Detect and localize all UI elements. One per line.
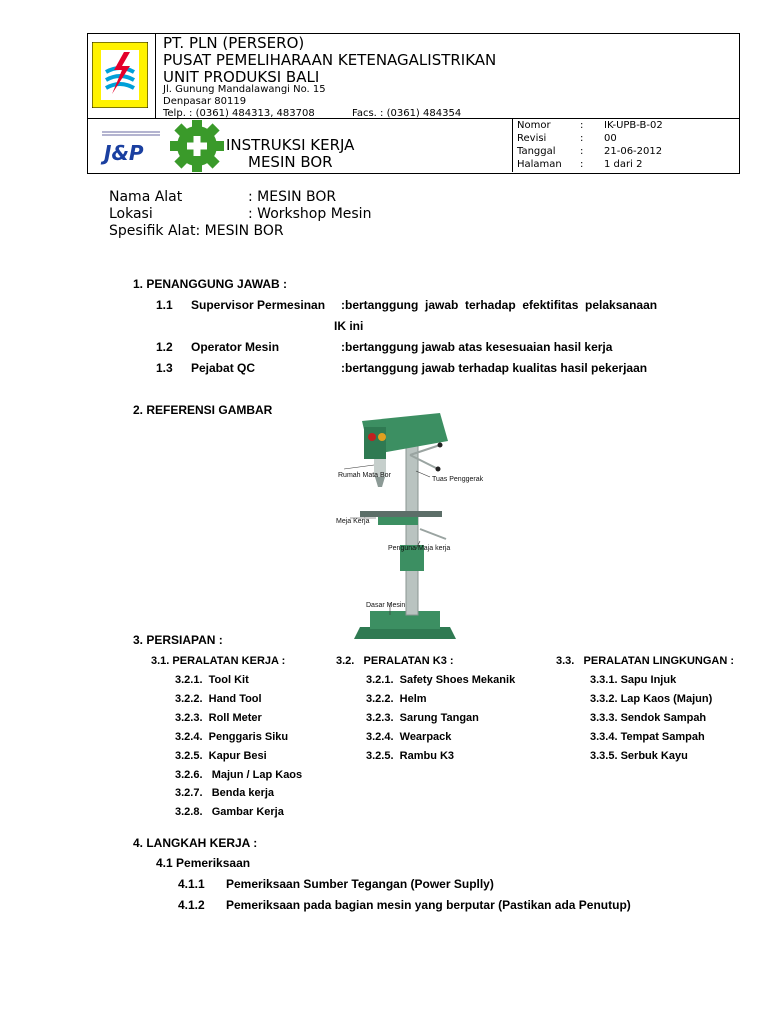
logo-divider <box>155 33 156 118</box>
s1-row-role: Pejabat QC <box>191 361 256 375</box>
s1-row-desc-cont: IK ini <box>334 319 364 333</box>
spesifik-alat: Spesifik Alat: MESIN BOR <box>109 223 284 239</box>
list-item: 3.2.5. Rambu K3 <box>366 750 455 762</box>
s1-row-desc: :bertanggung jawab atas kesesuaian hasil kerja <box>341 340 613 354</box>
list-item: 3.3.2. Lap Kaos (Majun) <box>590 693 713 705</box>
list-item: 3.2.1. Tool Kit <box>175 674 249 686</box>
nama-alat-label: Nama Alat <box>109 189 183 205</box>
s1-row-num: 1.2 <box>156 340 173 354</box>
caption-tuas-penggerak: Tuas Penggerak <box>432 476 484 483</box>
list-item: 3.2.3. Sarung Tangan <box>366 712 479 724</box>
s1-row-desc: :bertanggung jawab terhadap efektifitas pelaksanaan <box>341 298 658 312</box>
subsection-pemeriksaan: 4.1 Pemeriksaan <box>156 856 251 870</box>
section-1-title: 1. PENANGGUNG JAWAB : <box>133 277 288 291</box>
phone-number: Telp. : (0361) 484313, 483708 <box>163 108 315 119</box>
doc-title-1: INSTRUKSI KERJA <box>226 136 355 154</box>
caption-dasar-mesin: Dasar Mesin <box>366 602 406 609</box>
nama-alat-value: : MESIN BOR <box>248 189 337 205</box>
address-line-1: Jl. Gunung Mandalawangi No. 15 <box>163 84 326 95</box>
list-item: 3.2.7. Benda kerja <box>175 787 275 799</box>
list-item: 3.2.3. Roll Meter <box>175 712 262 724</box>
company-name: PT. PLN (PERSERO) <box>163 34 305 52</box>
doc-title-2: MESIN BOR <box>248 153 333 171</box>
meta-row: Nomor : IK-UPB-B-02 <box>517 120 663 131</box>
address-line-2: Denpasar 80119 <box>163 96 247 107</box>
list-item: 3.2.8. Gambar Kerja <box>175 806 284 818</box>
col-peralatan-lingkungan-title: 3.3. PERALATAN LINGKUNGAN : <box>556 655 735 667</box>
list-item: 3.2.1. Safety Shoes Mekanik <box>366 674 516 686</box>
list-item: 3.2.6. Majun / Lap Kaos <box>175 769 303 781</box>
meta-divider <box>512 118 513 172</box>
unit-line-2: UNIT PRODUKSI BALI <box>163 68 320 86</box>
lokasi-label: Lokasi <box>109 206 153 222</box>
caption-meja-kerja: Meja Kerja <box>336 518 370 525</box>
section-3-title: 3. PERSIAPAN : <box>133 633 223 647</box>
col-peralatan-kerja-title: 3.1. PERALATAN KERJA : <box>151 655 286 667</box>
section-2-title: 2. REFERENSI GAMBAR <box>133 403 273 417</box>
list-item: 3.2.4. Wearpack <box>366 731 452 743</box>
list-item: 3.3.4. Tempat Sampah <box>590 731 705 743</box>
s1-row-num: 1.3 <box>156 361 173 375</box>
drill-press-image <box>320 405 500 645</box>
s1-row-desc: :bertanggung jawab terhadap kualitas hasil pekerjaan <box>341 361 648 375</box>
jp-logo-text: J&P <box>104 141 144 165</box>
caption-penguna-maja-kerja: Penguna Maja kerja <box>388 545 451 552</box>
step-text: Pemeriksaan Sumber Tegangan (Power Suplly) <box>226 877 494 891</box>
step-num: 4.1.2 <box>178 898 205 912</box>
caption-rumah-mata-bor: Rumah Mata Bor <box>338 472 391 479</box>
pln-logo <box>92 42 148 108</box>
col-peralatan-k3-title: 3.2. PERALATAN K3 : <box>336 655 454 667</box>
lokasi-value: : Workshop Mesin <box>248 206 372 222</box>
unit-line-1: PUSAT PEMELIHARAAN KETENAGALISTRIKAN <box>163 51 497 69</box>
list-item: 3.3.1. Sapu Injuk <box>590 674 677 686</box>
list-item: 3.2.4. Penggaris Siku <box>175 731 289 743</box>
list-item: 3.2.2. Hand Tool <box>175 693 262 705</box>
meta-row: Tanggal : 21-06-2012 <box>517 146 663 157</box>
jp-logo <box>100 128 170 168</box>
s1-row-num: 1.1 <box>156 298 173 312</box>
section-4-title: 4. LANGKAH KERJA : <box>133 836 258 850</box>
s1-row-role: Operator Mesin <box>191 340 280 354</box>
meta-row: Revisi : 00 <box>517 133 617 144</box>
step-num: 4.1.1 <box>178 877 205 891</box>
meta-row: Halaman : 1 dari 2 <box>517 159 643 170</box>
meta-table <box>517 120 737 172</box>
step-text: Pemeriksaan pada bagian mesin yang berputar (Pastikan ada Penutup) <box>226 898 631 912</box>
list-item: 3.3.3. Sendok Sampah <box>590 712 707 724</box>
gear-icon <box>164 120 230 172</box>
list-item: 3.2.2. Helm <box>366 693 427 705</box>
s1-row-role: Supervisor Permesinan <box>191 298 326 312</box>
fax-number: Facs. : (0361) 484354 <box>352 108 462 119</box>
list-item: 3.2.5. Kapur Besi <box>175 750 267 762</box>
list-item: 3.3.5. Serbuk Kayu <box>590 750 688 762</box>
